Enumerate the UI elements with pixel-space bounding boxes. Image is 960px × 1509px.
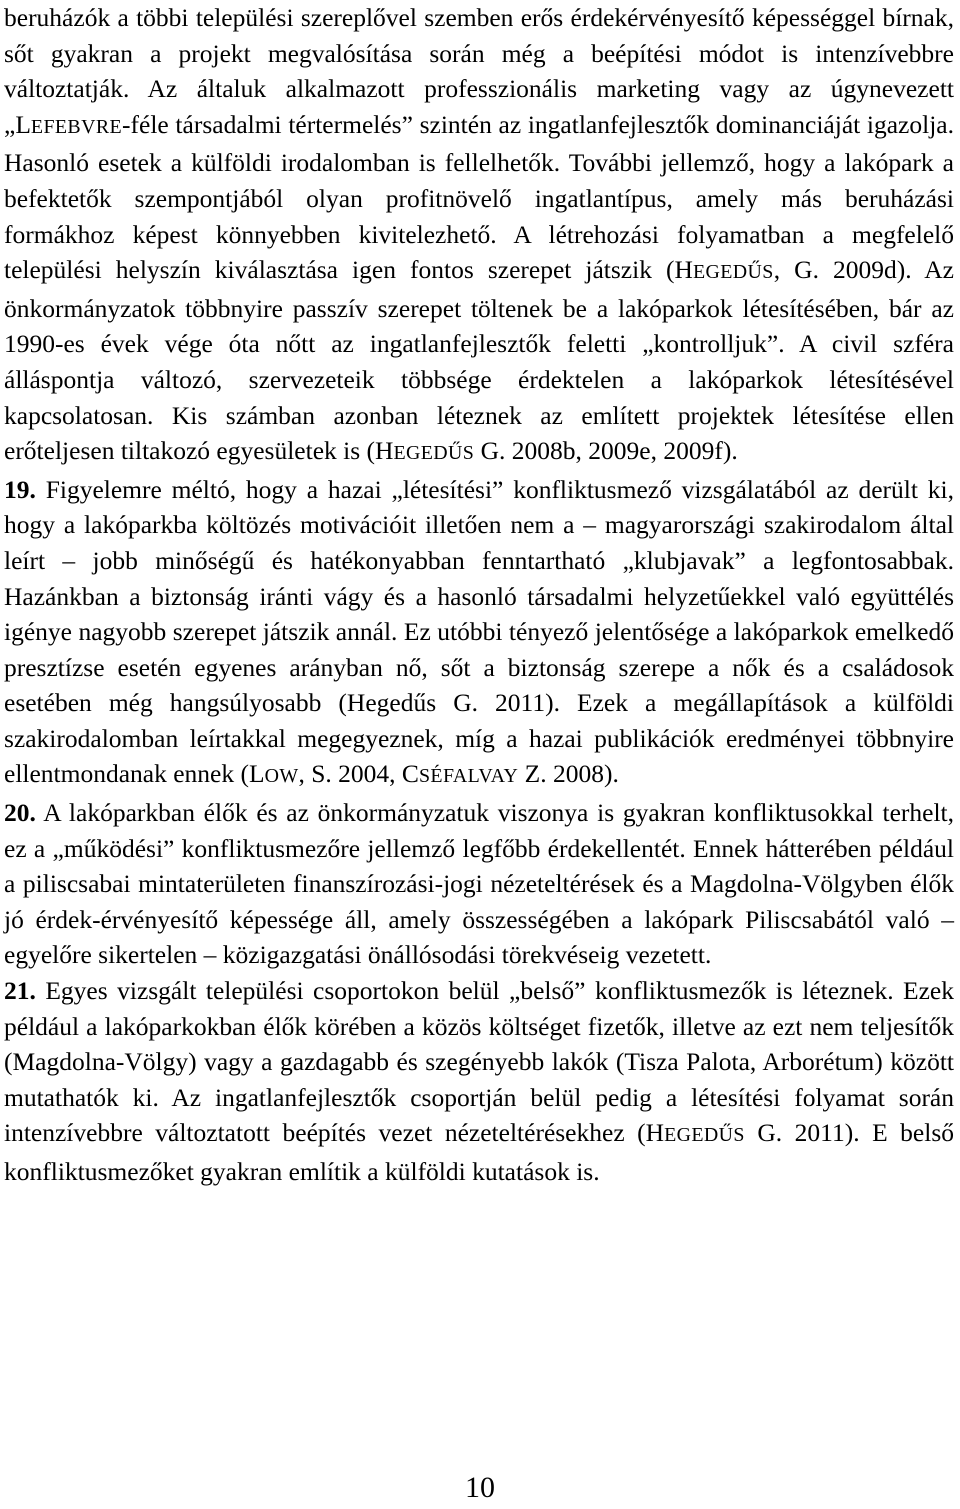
text-run: G. 2011). E belső konfliktusmezőket gyakran említik a külföldi kutatások is. bbox=[4, 1118, 954, 1186]
paragraph-number: 21. bbox=[4, 976, 36, 1006]
text-run: G. 2008b, 2009e, 2009f). bbox=[474, 436, 738, 466]
text-run: , S. 2004, C bbox=[298, 759, 419, 789]
author-smallcaps: OW bbox=[264, 765, 299, 788]
page-number: 10 bbox=[465, 1471, 495, 1504]
paragraph-continuation bbox=[4, 0, 954, 472]
text-run: A lakóparkban élők és az önkormányzatuk viszonya is gyakran konfliktusokkal terhelt, ez a „működési” konfliktusmezőre jellemző legfőbb érdekellentét. Ennek hátterében például a piliscsabai mintaterületen finanszírozási-jogi nézeteltérések és a Magdolna-Völgyben élők jó érdek-érvényesítő képessége áll, amely összességében a lakópark Piliscsabától való – egyelőre sikertelen – közigazgatási önállósodási törekvéseig vezetett. bbox=[4, 798, 954, 970]
paragraph-20 bbox=[4, 795, 954, 973]
text-run: Egyes vizsgált települési csoportokon belül „belső” konfliktusmezők is léteznek. Ezek például a lakóparkokban élők körében a közös költséget fizetők, illetve az ezt nem teljesítők (Magdolna-Völgy) vagy a gazdagabb és szegényebb lakók (Tisza Palota, Arborétum) között mutathatók ki. Az ingatlanfejlesztők csoportján belül pedig a létesítési folyamat során intenzívebbre változtatott beépítés vezet nézeteltérésekhez (H bbox=[4, 976, 954, 1148]
text-run: Figyelemre méltó, hogy a hazai „létesítési” konfliktusmező vizsgálatából az derült ki, hogy a lakóparkba költözés motivációit illetően nem a – magyarországi szakirodalom által leírt – jobb minőségű és hatékonyabban fenntartható „klubjavak” a legfontosabbak. Hazánkban a biztonság iránti vágy és a hasonló társadalmi helyzetűekkel való együttélés igénye nagyobb szerepet játszik annál. Ez utóbbi tényező jelentősége a lakóparkok emelkedő presztízse esetén egyenes arányban nő, sőt a biztonság szerepe a nők és a családosok esetében még hangsúlyosabb (Hegedűs G. 2011). Ezek a megállapítások a külföldi szakirodalomban leírtakkal megegyeznek, míg a hazai publikációk eredményei többnyire ellentmondanak ennek (L bbox=[4, 474, 954, 789]
author-smallcaps: EFEBVRE bbox=[30, 115, 123, 138]
paragraph-21 bbox=[4, 973, 954, 1190]
author-smallcaps: EGEDŰS bbox=[664, 1124, 745, 1147]
text-run: -féle társadalmi tértermelés” szintén az ingatlanfejlesztők dominanciáját igazolja. Hasonló esetek a külföldi irodalomban is fellelhetők. További jellemző, hogy a lakópark a befektetők szempontjából olyan profitnövelő ingatlantípus, amely más beruházási formákhoz képest könnyebben kivitelezhető. A létrehozási folyamatban a megfelelő települési helyszín kiválasztása igen fontos szerepet játszik (H bbox=[4, 109, 954, 285]
author-smallcaps: EGEDŰS bbox=[393, 442, 475, 465]
paragraph-number: 20. bbox=[4, 798, 36, 828]
text-run: , G. 2009d). Az önkormányzatok többnyire passzív szerepet töltenek be a lakóparkok létesítésében, bár az 1990-es évek vége óta nőtt az ingatlanfejlesztők feletti „kontrolljuk”. A civil szféra álláspontja változó, szervezeteik többsége érdektelen a lakóparkok létesítésével kapcsolatosan. Kis számban azonban léteznek az említett projektek létesítése ellen erőteljesen tiltakozó egyesületek is (H bbox=[4, 255, 954, 466]
document-page bbox=[4, 0, 954, 1190]
author-smallcaps: EGEDŰS bbox=[692, 261, 774, 284]
paragraph-19 bbox=[4, 472, 954, 795]
text-run: beruházók a többi települési szereplővel szemben erős érdekérvényesítő képességgel bírnak, sőt gyakran a projekt megvalósítása során még a beépítési módot is intenzívebbre változtatják. Az általuk alkalmazott professzionális marketing vagy az úgynevezett „L bbox=[4, 3, 954, 139]
author-smallcaps: SÉFALVAY bbox=[418, 765, 519, 788]
text-run: Z. 2008). bbox=[518, 759, 619, 789]
paragraph-number: 19. bbox=[4, 474, 36, 504]
